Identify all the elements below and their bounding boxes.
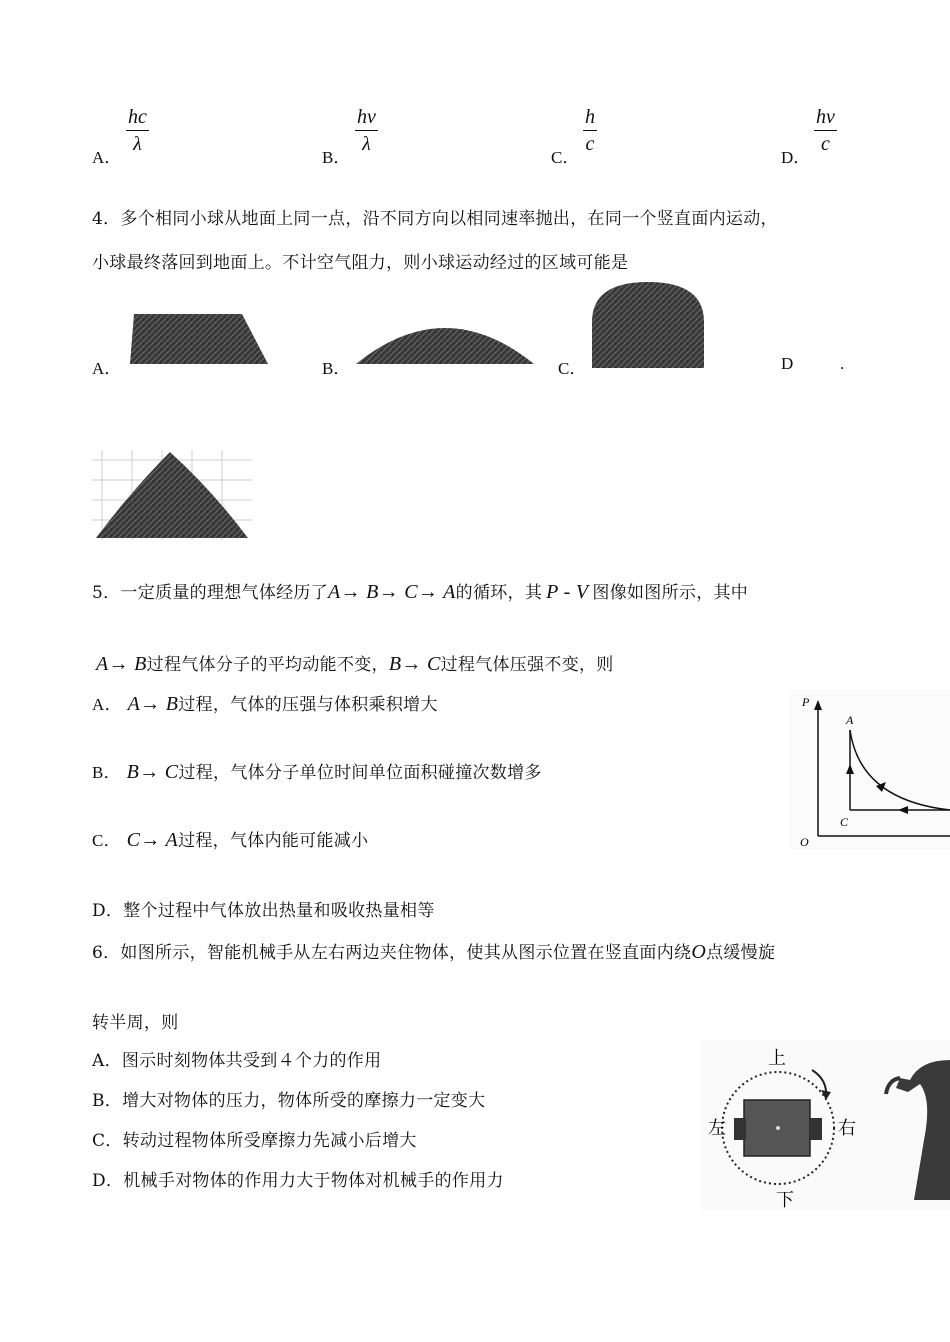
q6-stem-line-2: 转半周，则: [92, 1013, 179, 1033]
q6-o-math: O: [691, 941, 707, 963]
q4-option-d-letter: D: [781, 354, 794, 373]
q5-option-c-text: 过程，气体内能可能减小: [178, 831, 369, 851]
q6-option-a: A．图示时刻物体共受到４个力的作用: [92, 1051, 382, 1071]
q5-stem-line-1: [92, 578, 748, 604]
q3-option-b-letter: B．: [322, 148, 351, 167]
q5-option-a: [92, 690, 438, 716]
q4-option-a-trapezoid-image: [130, 312, 270, 366]
q3-option-a-letter: A．: [92, 148, 122, 167]
q5-option-c-math: C→ A: [126, 829, 179, 851]
pv-graph-a-label: A: [846, 713, 854, 727]
q5-stem-suffix: 图像如图所示，其中: [592, 583, 749, 603]
q3-option-c-denominator: c: [585, 133, 595, 155]
q4-stem-line-1: 4．多个相同小球从地面上同一点，沿不同方向以相同速率抛出，在同一个竖直面内运动，: [92, 209, 778, 229]
q3-option-d-numerator: hν: [814, 104, 837, 131]
q4-option-d-parabola-image: [92, 450, 252, 540]
q6-stem-line-1: [92, 938, 775, 964]
q5-pv-graph: [790, 690, 950, 850]
q6-stem-suffix: 点缓慢旋: [706, 943, 776, 963]
q4-option-c-dome-image: [590, 282, 706, 368]
q3-option-b-numerator: hν: [355, 104, 378, 131]
q5-pv-math: P - V: [546, 581, 589, 603]
q4-option-c-letter: C．: [558, 359, 587, 378]
figure-left-label: 左: [708, 1118, 726, 1139]
q5-line2-mid: 过程气体分子的平均动能不变，: [146, 655, 389, 675]
pv-graph-p-label: P: [802, 695, 810, 709]
q5-option-a-math: A→ B: [127, 693, 179, 715]
q4-option-b-segment-image: [356, 318, 534, 366]
figure-up-label: 上: [768, 1048, 786, 1069]
q4-option-a-letter: A．: [92, 359, 122, 378]
q5-stem-mid: 的循环，其: [455, 583, 543, 603]
q6-option-d: D．机械手对物体的作用力大于物体对机械手的作用力: [92, 1171, 504, 1191]
q5-stem-prefix: 5．一定质量的理想气体经历了: [92, 583, 329, 603]
q3-option-c-numerator: h: [583, 104, 597, 131]
q5-option-d: D．整个过程中气体放出热量和吸收热量相等: [92, 901, 435, 921]
q3-option-d-fraction: [814, 104, 837, 157]
q3-option-d-denominator: c: [821, 133, 830, 155]
q5-ab-math: A→ B: [96, 653, 147, 675]
q6-option-c: C．转动过程物体所受摩擦力先减小后增大: [92, 1131, 417, 1151]
q6-stem-prefix: 6．如图所示，智能机械手从左右两边夹住物体，使其从图示位置在竖直面内绕: [92, 943, 692, 963]
q4-stem-line-2: 小球最终落回到地面上。不计空气阻力，则小球运动经过的区域可能是: [92, 253, 629, 273]
q5-option-b-text: 过程，气体分子单位时间单位面积碰撞次数增多: [178, 763, 542, 783]
q5-option-c: [92, 826, 368, 852]
q5-option-c-letter: C．: [92, 831, 121, 850]
q3-option-c-fraction: [583, 104, 597, 157]
q3-option-b-denominator: λ: [362, 133, 371, 155]
q3-option-b-fraction: [355, 104, 378, 157]
q3-option-d-letter: D．: [781, 148, 811, 167]
q3-option-c-letter: C．: [551, 148, 580, 167]
q5-stem-line-2: [96, 650, 614, 676]
q5-option-b: [92, 758, 542, 784]
q5-cycle-math: A→ B→ C→ A: [328, 581, 456, 603]
q6-robot-arm-figure: [700, 1040, 950, 1210]
q5-line2-suffix: 过程气体压强不变，则: [440, 655, 614, 675]
q4-option-d-dot: .: [840, 354, 845, 373]
pv-graph-o-label: O: [800, 835, 809, 849]
figure-down-label: 下: [776, 1190, 794, 1211]
q6-option-b: B．增大对物体的压力，物体所受的摩擦力一定变大: [92, 1091, 486, 1111]
q4-option-b-letter: B．: [322, 359, 351, 378]
q5-option-b-math: B→ C: [126, 761, 179, 783]
q5-bc-math: B→ C: [388, 653, 441, 675]
q3-option-a-denominator: λ: [133, 133, 142, 155]
q3-option-a-fraction: [126, 104, 149, 157]
q5-option-a-text: 过程，气体的压强与体积乘积增大: [178, 695, 438, 715]
q5-option-b-letter: B．: [92, 763, 121, 782]
figure-right-label: 右: [838, 1118, 856, 1139]
q5-option-a-letter: A．: [92, 695, 122, 714]
q3-option-a-numerator: hc: [126, 104, 149, 131]
pv-graph-c-label: C: [840, 815, 849, 829]
